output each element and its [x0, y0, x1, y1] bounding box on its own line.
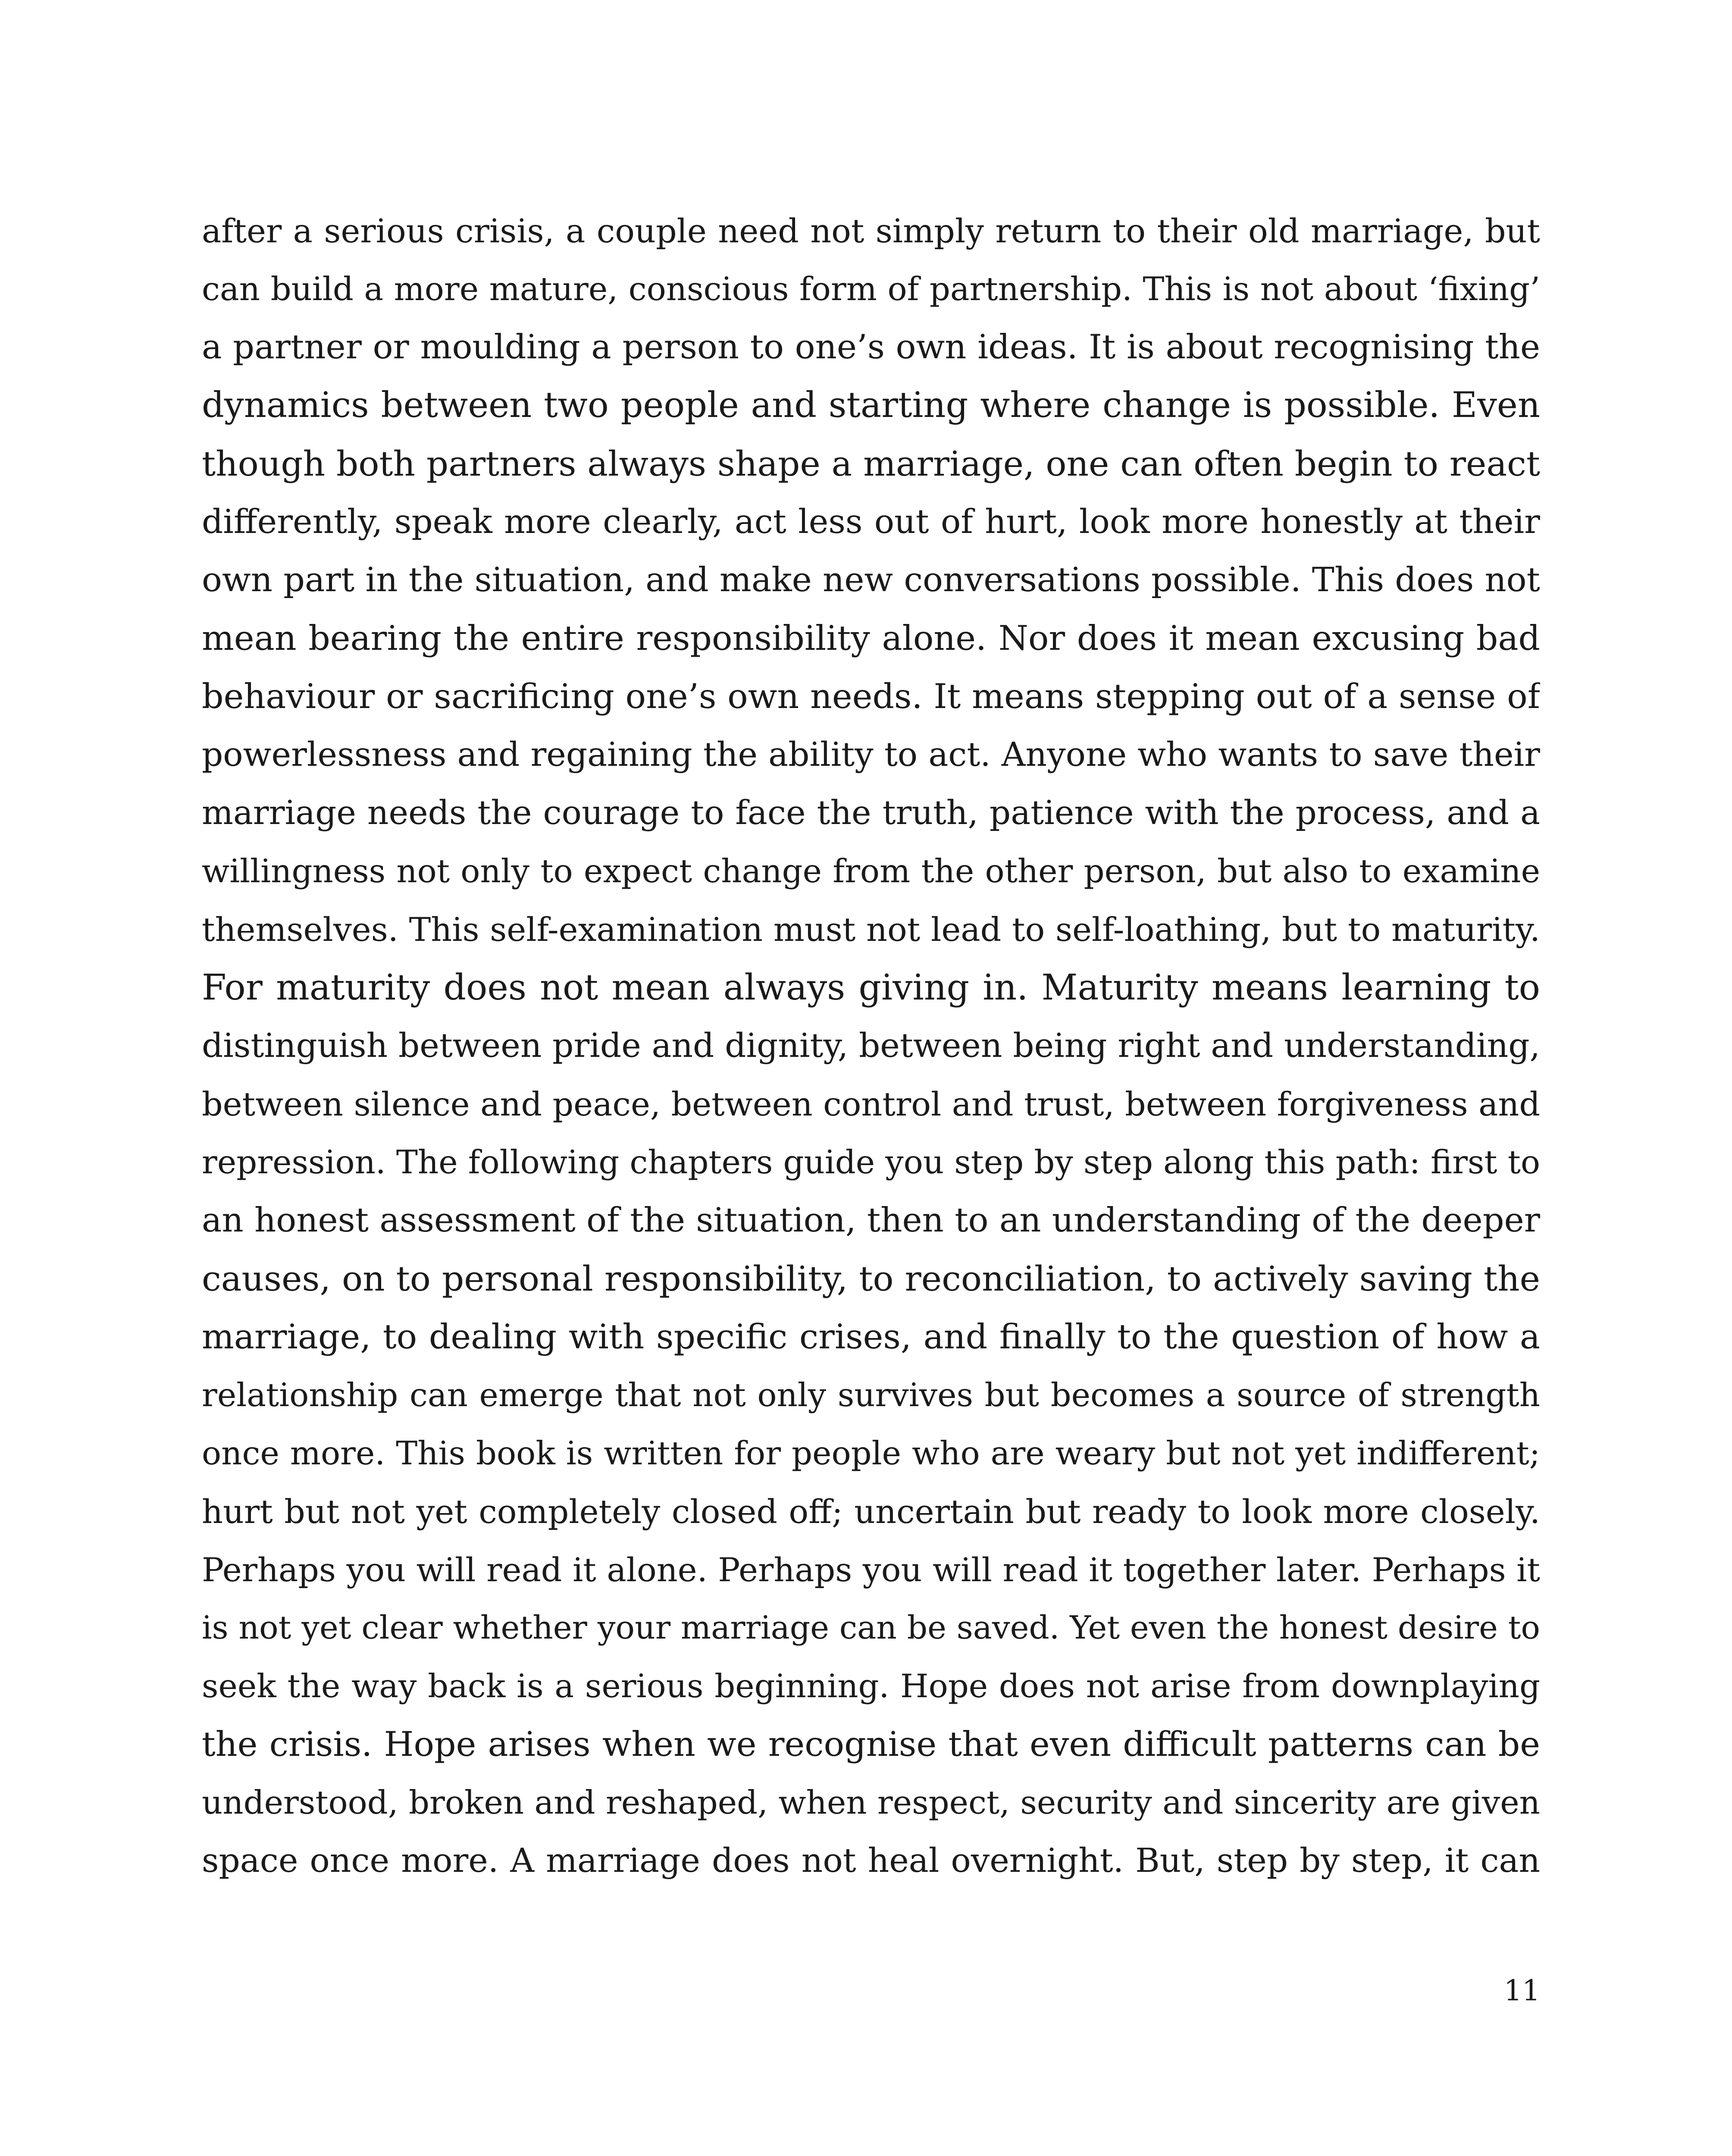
text-line: mean bearing the entire responsibility alone. Nor does it mean excusing bad [202, 618, 1540, 658]
text-line: is not yet clear whether your marriage can be saved. Yet even the honest desire to [202, 1609, 1540, 1646]
text-line: own part in the situation, and make new conversations possible. This does not [202, 561, 1540, 599]
text-line: distinguish between pride and dignity, between being right and understanding, [202, 1027, 1540, 1065]
text-line: willingness not only to expect change from the other person, but also to examine [202, 852, 1540, 890]
text-line: a partner or moulding a person to one’s own ideas. It is about recognising the [202, 328, 1540, 367]
text-line: marriage needs the courage to face the truth, patience with the process, and a [202, 794, 1540, 832]
text-line: an honest assessment of the situation, then to an understanding of the deeper [202, 1201, 1540, 1240]
text-line: dynamics between two people and starting where change is possible. Even [202, 385, 1540, 426]
text-line: For maturity does not mean always giving in. Maturity means learning to [202, 967, 1540, 1008]
text-line: though both partners always shape a marriage, one can often begin to react [202, 444, 1540, 484]
body-text [202, 202, 1540, 1890]
text-line: space once more. A marriage does not heal overnight. But, step by step, it can [202, 1842, 1540, 1880]
text-line: hurt but not yet completely closed off; uncertain but ready to look more closely. [202, 1492, 1540, 1531]
text-line: powerlessness and regaining the ability to act. Anyone who wants to save their [202, 736, 1540, 774]
text-line: understood, broken and reshaped, when respect, security and sincerity are given [202, 1783, 1540, 1821]
text-line: seek the way back is a serious beginning. Hope does not arise from downplaying [202, 1667, 1540, 1705]
text-line: differently, speak more clearly, act less out of hurt, look more honestly at their [202, 503, 1540, 541]
text-line: marriage, to dealing with specific crises, and finally to the question of how a [202, 1317, 1540, 1357]
text-line: themselves. This self-examination must not lead to self-loathing, but to maturity. [202, 910, 1540, 949]
text-line: can build a more mature, conscious form of partnership. This is not about ‘fixing’ [202, 270, 1540, 308]
text-line: causes, on to personal responsibility, to reconciliation, to actively saving the [202, 1259, 1540, 1299]
text-line: after a serious crisis, a couple need not simply return to their old marriage, but [202, 212, 1540, 250]
text-line: repression. The following chapters guide you step by step along this path: first to [202, 1143, 1540, 1181]
text-line: behaviour or sacrificing one’s own needs. It means stepping out of a sense of [202, 677, 1540, 716]
text-line: the crisis. Hope arises when we recognise that even difficult patterns can be [202, 1724, 1540, 1764]
text-line: once more. This book is written for people who are weary but not yet indifferent; [202, 1434, 1540, 1472]
text-line: between silence and peace, between control and trust, between forgiveness and [202, 1085, 1540, 1123]
text-line: relationship can emerge that not only survives but becomes a source of strength [202, 1376, 1540, 1414]
text-line: Perhaps you will read it alone. Perhaps you will read it together later. Perhaps it [202, 1551, 1540, 1589]
page-number: 11 [1504, 1974, 1540, 2007]
